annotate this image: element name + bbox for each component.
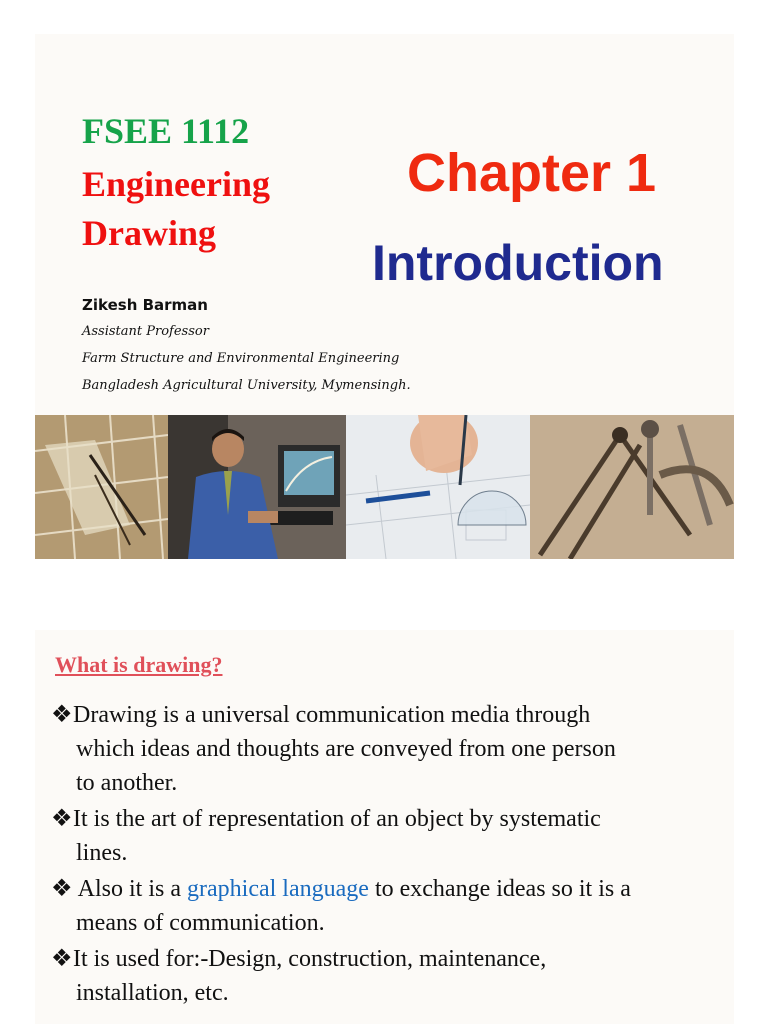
section-heading: What is drawing? [55,652,223,677]
drawing-instruments-photo [530,415,734,559]
bullet-continuation: means of communication. [76,910,325,936]
author-name: Zikesh Barman [82,296,208,314]
bullet-item: ❖It is used for:-Design, construction, maintenance, [51,942,721,976]
title-slide [35,34,734,559]
course-name [82,160,270,257]
bullet-continuation: lines. [76,840,128,866]
chapter-title: Chapter 1 [407,143,657,203]
diamond-bullet-icon: ❖ [51,806,73,832]
bullet-continuation: to another. [76,770,178,796]
author-university: Bangladesh Agricultural University, Mymensingh. [82,378,411,393]
content-slide [35,630,734,1024]
bullet-item: ❖Drawing is a universal communication media through [51,698,721,732]
course-code: FSEE 1112 [82,111,250,151]
bullet-continuation: which ideas and thoughts are conveyed from one person [76,736,616,762]
course-name-line2: Drawing [82,212,216,253]
course-name-line1: Engineering [82,164,271,204]
bullet-item: ❖It is the art of representation of an object by systematic [51,802,721,836]
diamond-bullet-icon: ❖ [51,702,73,728]
drafting-tools-photo [35,415,168,559]
diamond-bullet-icon: ❖ [51,946,73,972]
highlighted-term: graphical language [187,876,369,902]
author-title: Assistant Professor [82,324,209,339]
drafting-hand-photo [346,415,530,559]
bullet-continuation: installation, etc. [76,980,229,1006]
diamond-bullet-icon: ❖ [51,876,73,902]
engineer-at-computer-photo [168,415,346,559]
bullet-item: ❖ Also it is a graphical language to exchange ideas so it is a [51,872,721,906]
author-department: Farm Structure and Environmental Engineering [82,351,400,366]
chapter-subtitle: Introduction [372,235,664,291]
